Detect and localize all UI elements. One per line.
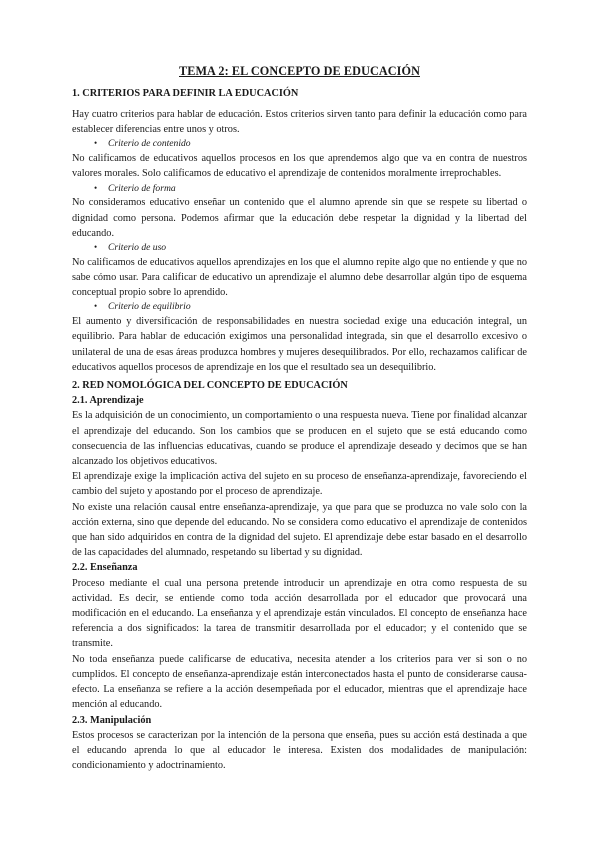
criterion-content-label: • Criterio de contenido: [72, 137, 527, 151]
section-1-heading: 1. CRITERIOS PARA DEFINIR LA EDUCACIÓN: [72, 88, 299, 99]
criterion-use-label: • Criterio de uso: [72, 241, 527, 255]
subsection-teaching-heading: 2.2. Enseñanza: [72, 562, 138, 574]
criterion-form-label: • Criterio de forma: [72, 182, 527, 196]
learning-paragraph: El aprendizaje exige la implicación activa del sujeto en su proceso de enseñanza-aprendizaje, favoreciendo el cambio del sujeto y apostando por el proceso de aprendizaje.: [72, 471, 527, 498]
criterion-balance-text: El aumento y diversificación de responsabilidades en nuestra sociedad exige una educación integral, un equilibrio. Para hablar de educación exigimos una personalidad integrada, sin que el desarrollo excesivo o unilateral de una de esas áreas produzca hombres y mujeres desequilibrados. Por ello, rechazamos calificar de educativos aquellos procesos de aprendizaje en los que el resultado sea un desequilibrio.: [72, 316, 527, 373]
document-page: [72, 64, 527, 773]
criterion-balance-label: • Criterio de equilibrio: [72, 300, 527, 314]
document-title: TEMA 2: EL CONCEPTO DE EDUCACIÓN: [179, 64, 420, 78]
criterion-content-text: No calificamos de educativos aquellos procesos en los que aprendemos algo que va en contra de nuestros valores morales. Solo calificamos de educativo el aprendizaje de contenidos moralmente irreprochables.: [72, 153, 527, 180]
criterion-form-text: No consideramos educativo enseñar un contenido que el alumno aprende sin que se respete su libertad o dignidad como persona. Podemos afirmar que la educación debe respetar la dignidad y la libertad del educando.: [72, 197, 527, 239]
manipulation-paragraph: Estos procesos se caracterizan por la intención de la persona que enseña, pues su acción está destinada a que el educando aprenda lo que al educador le interesa. Existen dos modalidades de manipulación: condicionamiento y adoctrinamiento.: [72, 729, 527, 772]
section-2-heading: 2. RED NOMOLÓGICA DEL CONCEPTO DE EDUCACIÓN: [72, 380, 348, 392]
teaching-paragraph: Proceso mediante el cual una persona pretende introducir un aprendizaje en otra como respuesta de su actividad. Es decir, se entiende como toda acción desarrollada por el educador que provocará una modificación en el educando. La enseñanza y el aprendizaje están vinculados. El concepto de enseñanza hace referencia a dos significados: la tarea de transmitir desarrollada por el educador; y el contenido que se transmite.: [72, 577, 527, 650]
criterion-use-text: No calificamos de educativos aquellos aprendizajes en los que el alumno repite algo que no entiende y que no sabe cómo usar. Para calificar de educativo un aprendizaje el alumno debe desarrollar algún tipo de esquema conceptual propio sobre lo aprendido.: [72, 256, 527, 299]
learning-paragraph: Es la adquisición de un conocimiento, un comportamiento o una respuesta nueva. Tiene por finalidad alcanzar el aprendizaje del educando. Son los cambios que se producen en el sujeto que se está educando como consecuencia de las influencias educativas, cuando se produce el aprendizaje deseado y decimos que se han alcanzado los objetivos educativos.: [72, 410, 527, 468]
learning-paragraph: No existe una relación causal entre enseñanza-aprendizaje, ya que para que se produzca no vale solo con la acción externa, sino que depende del educando. No se considera como educativo el aprendizaje de contenidos que han sido adquiridos en contra de la dignidad del sujeto. El aprendizaje debe estar basado en el desarrollo de las capacidades del alumnado, respetando su libertad y su dignidad.: [72, 501, 527, 559]
subsection-manipulation-heading: 2.3. Manipulación: [72, 714, 152, 726]
section-1-intro: Hay cuatro criterios para hablar de educación. Estos criterios sirven tanto para definir la educación como para establecer diferencias entre unos y otros.: [72, 109, 527, 136]
subsection-learning-heading: 2.1. Aprendizaje: [72, 395, 144, 407]
teaching-paragraph: No toda enseñanza puede calificarse de educativa, necesita atender a los criterios para ver si son o no cumplidos. El concepto de enseñanza-aprendizaje están interconectados hasta el punto de considerarse causa-efecto. La enseñanza se refiere a la acción desempeñada por el educador, mientras que el aprendizaje hace mención al educando.: [72, 653, 527, 711]
